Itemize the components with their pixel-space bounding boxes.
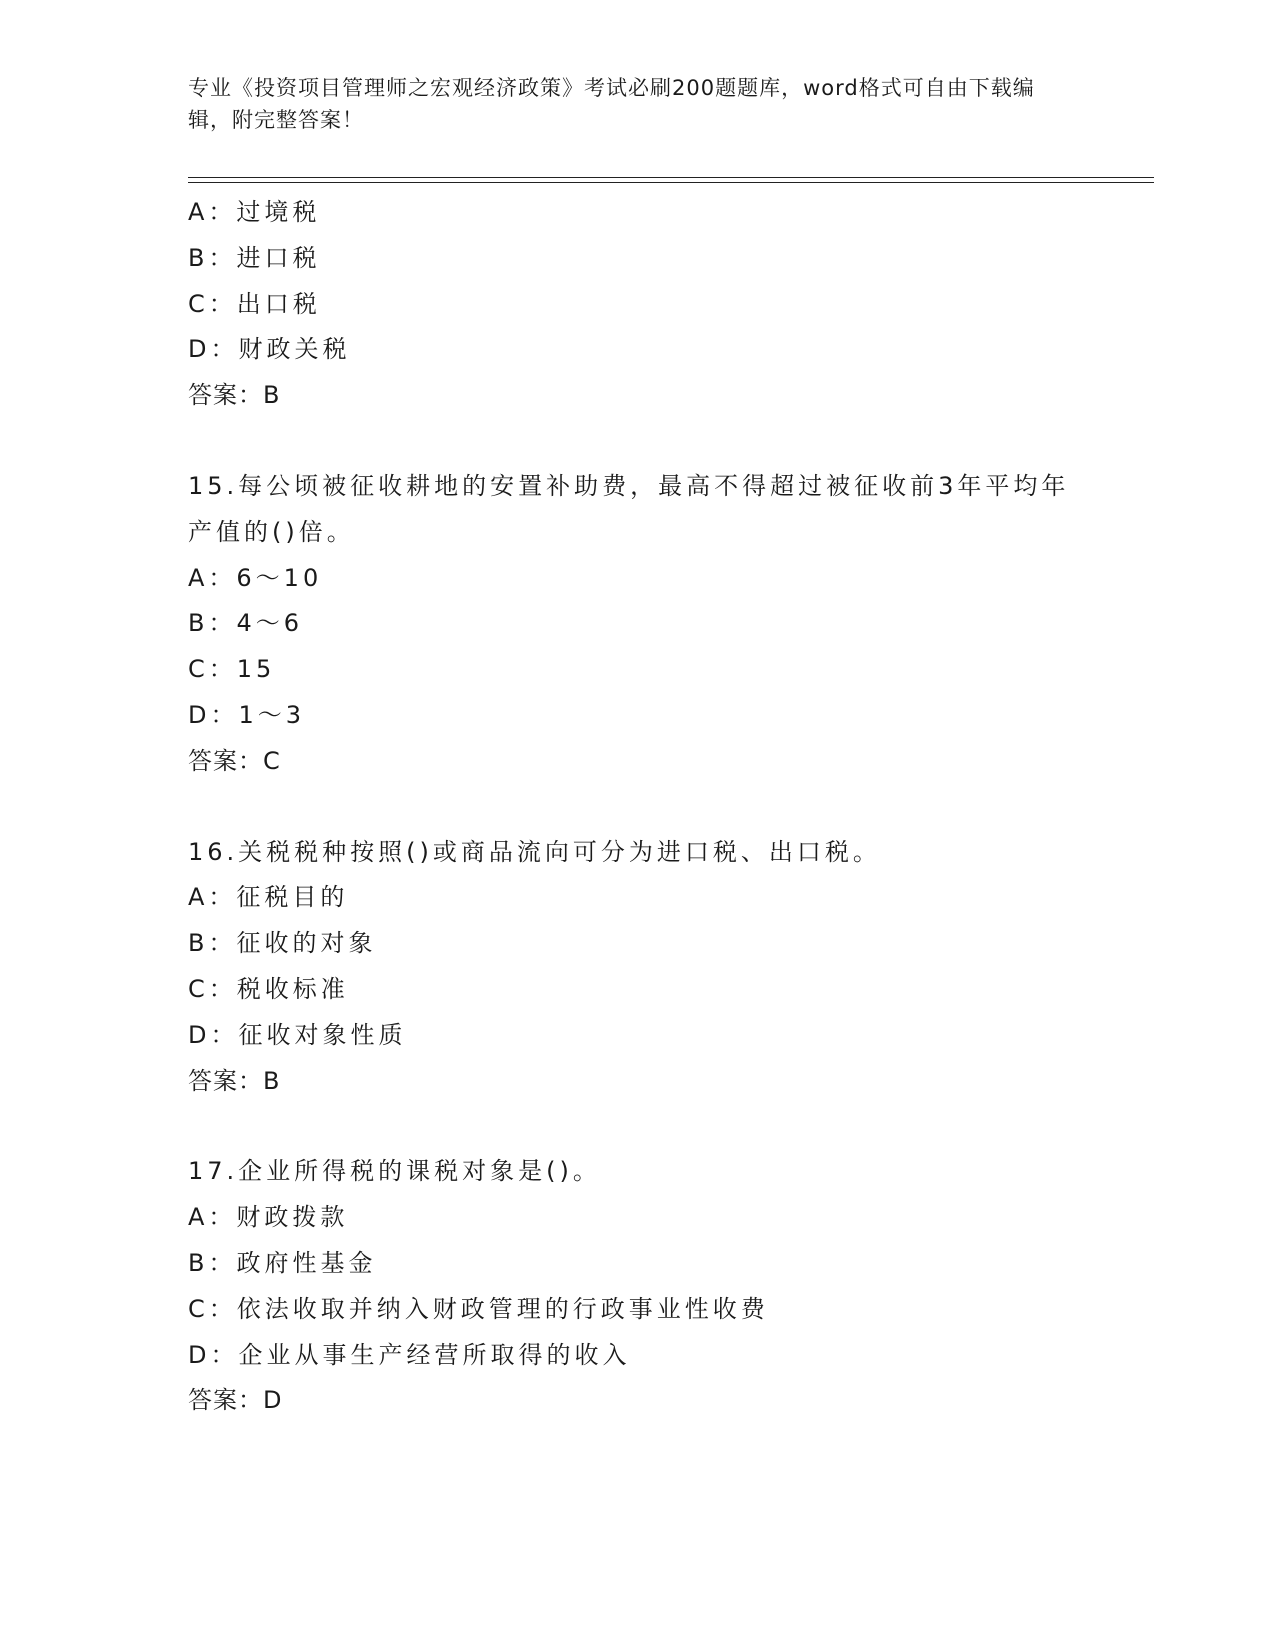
question-stem: 16.关税税种按照()或商品流向可分为进口税、出口税。: [188, 837, 881, 866]
question-block: [188, 1149, 1154, 1424]
answer-line: 答案：D: [188, 1386, 283, 1415]
option-d: D：1～3: [188, 700, 306, 729]
option-b: B：征收的对象: [188, 929, 377, 958]
answer-line: 答案：B: [188, 381, 281, 410]
option-a: A：征税目的: [188, 883, 349, 912]
question-block: [188, 464, 1154, 785]
header-rule-top: [188, 177, 1154, 178]
option-b: B：政府性基金: [188, 1248, 377, 1277]
question-block: [188, 190, 1154, 419]
option-d: D：企业从事生产经营所取得的收入: [188, 1340, 631, 1369]
option-c: C：税收标准: [188, 974, 349, 1003]
option-b: B：进口税: [188, 243, 321, 272]
question-block: [188, 830, 1154, 1105]
question-list: [188, 190, 1154, 1424]
header-rule-bottom: [188, 182, 1154, 183]
option-c: C：出口税: [188, 289, 321, 318]
option-c: C：依法收取并纳入财政管理的行政事业性收费: [188, 1294, 769, 1323]
option-a: A：过境税: [188, 198, 321, 226]
answer-line: 答案：C: [188, 746, 281, 775]
option-c: C：15: [188, 655, 276, 684]
option-d: D：财政关税: [188, 335, 351, 364]
document-header: [188, 72, 1078, 136]
header-text: 专业《投资项目管理师之宏观经济政策》考试必刷200题题库，word格式可自由下载编辑，附完整答案！: [188, 76, 1035, 132]
option-d: D：征收对象性质: [188, 1020, 407, 1049]
answer-line: 答案：B: [188, 1066, 281, 1095]
option-a: A：6～10: [188, 563, 323, 592]
option-a: A：财政拨款: [188, 1203, 349, 1232]
question-stem: 17.企业所得税的课税对象是()。: [188, 1157, 601, 1186]
option-b: B：4～6: [188, 609, 304, 638]
question-stem: 15.每公顷被征收耕地的安置补助费，最高不得超过被征收前3年平均年产值的()倍。: [188, 471, 1070, 546]
